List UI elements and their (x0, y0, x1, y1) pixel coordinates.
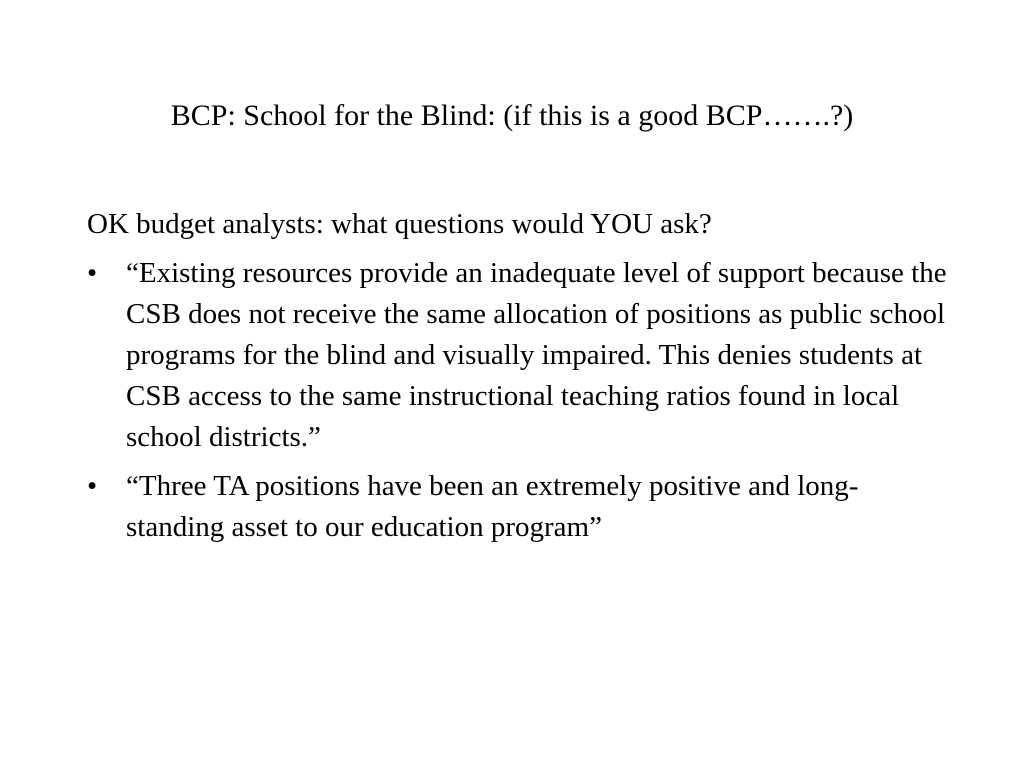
bullet-list (87, 253, 947, 548)
slide-body (87, 204, 947, 556)
slide-title: BCP: School for the Blind: (if this is a good BCP…….?) (170, 99, 854, 132)
bullet-text: “Existing resources provide an inadequate level of support because the CSB does not receive the same allocation of positions as public school programs for the blind and visually impaired. This denies students at CSB access to the same instructional teaching ratios found in local school districts.” (126, 257, 947, 453)
bullet-icon: • (87, 470, 98, 502)
intro-text: OK budget analysts: what questions would YOU ask? (87, 208, 712, 240)
bullet-text: “Three TA positions have been an extremely positive and long-standing asset to our education program” (126, 470, 859, 543)
bullet-item-ta-positions (87, 466, 947, 548)
bullet-item-existing-resources (87, 253, 947, 458)
bullet-icon: • (87, 257, 98, 289)
